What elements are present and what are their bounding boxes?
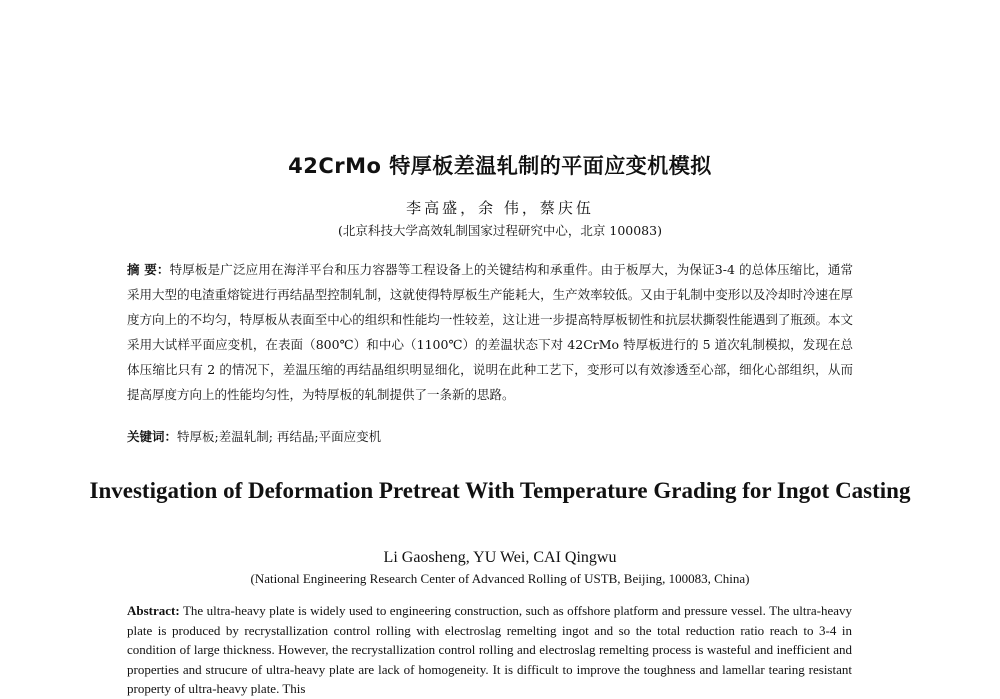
english-abstract-text: The ultra-heavy plate is widely used to engineering construction, such as offshore platform and pressure vessel. The ultra-heavy plate is produced by recrystallization control rolling with electroslag remelting ingot and so the total reduction ratio reach to 3-4 in condition of large thickness. However, the recrystallization control rolling and electroslag remelting process is wasteful and inefficient and properties and strucure of ultra-heavy plate are lack of homogeneity. It is difficult to improve the toughness and lamellar tearing resistant property of ultra-heavy plate. This [127,603,853,696]
chinese-abstract [127,257,853,407]
chinese-authors: 李高盛，余 伟，蔡庆伍 [406,199,594,217]
chinese-keywords-text: 特厚板;差温轧制; 再结晶;平面应变机 [177,429,382,444]
english-title: Investigation of Deformation Pretreat With Temperature Grading for Ingot Casting [89,478,911,503]
chinese-keywords-label: 关键词： [127,429,178,444]
chinese-title: 42CrMo 特厚板差温轧制的平面应变机模拟 [288,154,712,178]
chinese-keywords [127,424,853,449]
english-affiliation: (National Engineering Research Center of Advanced Rolling of USTB, Beijing, 100083, China) [250,571,750,586]
english-abstract-label: Abstract: [127,603,180,618]
english-authors: Li Gaosheng, YU Wei, CAI Qingwu [383,549,617,566]
chinese-abstract-label: 摘 要： [127,262,170,277]
chinese-abstract-text: 特厚板是广泛应用在海洋平台和压力容器等工程设备上的关键结构和承重件。由于板厚大，为保证3-4 的总体压缩比，通常采用大型的电渣重熔锭进行再结晶型控制轧制，这就使得特厚板生产能耗大，生产效率较低。又由于轧制中变形以及冷却时冷速在厚度方向上的不均匀，特厚板从表面至中心的组织和性能均一性较差，这让进一步提高特厚板韧性和抗层状撕裂性能遇到了瓶颈。本文采用大试样平面应变机，在表面（800℃）和中心（1100℃）的差温状态下对 42CrMo 特厚板进行的 5 道次轧制模拟，发现在总体压缩比只有 2 的情况下，差温压缩的再结晶组织明显细化，说明在此种工艺下，变形可以有效渗透至心部，细化心部组织，从而提高厚度方向上的性能均匀性，为特厚板的轧制提供了一条新的思路。 [127,262,853,402]
chinese-affiliation: (北京科技大学高效轧制国家过程研究中心，北京 100083) [338,223,662,238]
